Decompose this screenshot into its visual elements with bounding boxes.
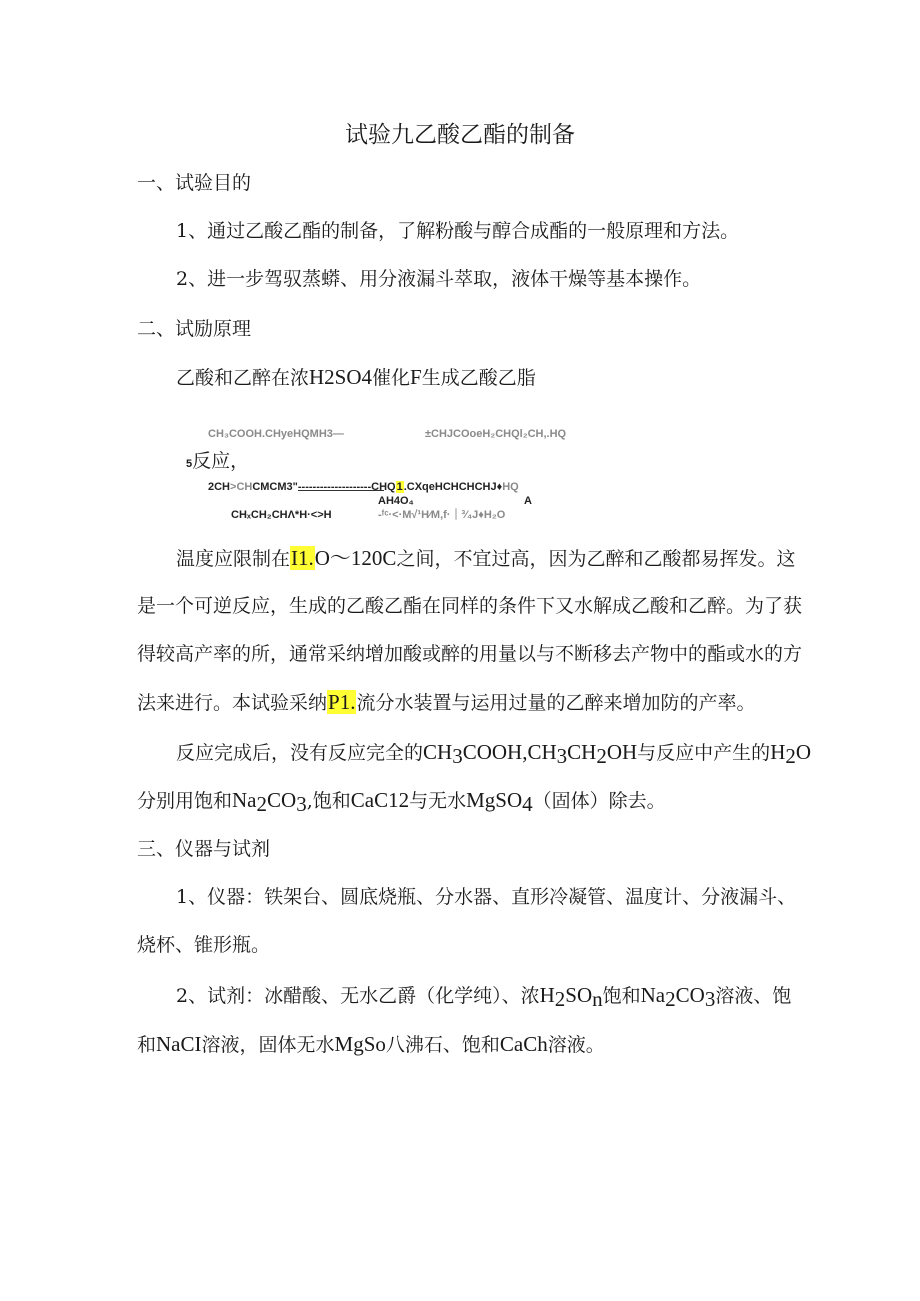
principle-para2-line1: 反应完成后，没有反应完全的$CH_3COOH,CH_3CH_2OH$与反应中产生的$H_2O$	[176, 740, 812, 768]
principle-para1-line2: 是一个可逆反应，生成的乙酸乙酯在同样的条件下又水解成乙酸和乙醉。为了获	[137, 595, 803, 617]
principle-para1-line1: 温度应限制在I1.O～120C之间，不宜过高，因为乙醉和乙酸都易挥发。这	[176, 546, 796, 570]
equation-2-condition: AH4O₄	[378, 495, 414, 507]
reagents-line1: 2、试剂：冰醋酸、无水乙爵（化学纯）、浓$H_2SO_n$饱和$Na_2CO_3$溶液、饱	[176, 983, 792, 1011]
reaction-arrow	[298, 490, 384, 491]
page-title: 试验九乙酸乙酯的制备	[345, 122, 575, 148]
equation-2: 2CH>CHCMCM3"--------------------CHQ1.CXqeHCHCHCHJ♦HQ	[208, 481, 519, 493]
objective-item-2: 2、进一步驾驭蒸蟒、用分液漏斗萃取，液体干燥等基本操作。	[176, 268, 702, 290]
section-heading-principle: 二、试励原理	[137, 318, 252, 340]
equation-3-left: CHₓCH₂CHΛ*H·<>H	[231, 509, 332, 521]
apparatus-line2: 烧杯、锥形瓶。	[137, 934, 271, 956]
section-heading-apparatus: 三、仪器与试剂	[137, 838, 271, 860]
equation-3-right: -ᶠᶜ·<·M√¹H⁄M,f·｜³⁄₄J♦H₂O	[378, 509, 506, 521]
principle-para1-line3: 得较高产率的所，通常采纳增加酸或醉的用量以与不断移去产物中的酯或水的方	[137, 643, 803, 665]
objective-item-1: 1、通过乙酸乙酯的制备，了解粉酸与醇合成酯的一般原理和方法。	[176, 220, 740, 242]
principle-para2-line2: 分别用饱和$Na_2CO_3$,饱和CaC12与无水MgSO$_4$（固体）除去。	[137, 788, 666, 816]
reagents-line2: 和NaCI溶液，固体无水MgSo八沸石、饱和CaCh溶液。	[137, 1032, 605, 1056]
equation-2-heat: A	[524, 495, 532, 507]
section-heading-objectives: 一、试验目的	[137, 172, 252, 194]
apparatus-line1: 1、仪器：铁架台、圆底烧瓶、分水器、直形冷凝管、温度计、分液漏斗、	[176, 886, 797, 908]
principle-para1-line4: 法来进行。本试验采纳P1.流分水装置与运用过量的乙醉来增加防的产率。	[137, 690, 756, 714]
equation-1-right: ±CHJCOoeH₂CHQl₂CH,.HQ	[425, 428, 567, 440]
side-reaction-label: 5反应，	[186, 450, 250, 472]
equation-1-left: CH₃COOH.CHyeHQMH3—	[208, 428, 344, 440]
principle-intro: 乙酸和乙醉在浓H2SO4催化F生成乙酸乙脂	[176, 365, 536, 389]
